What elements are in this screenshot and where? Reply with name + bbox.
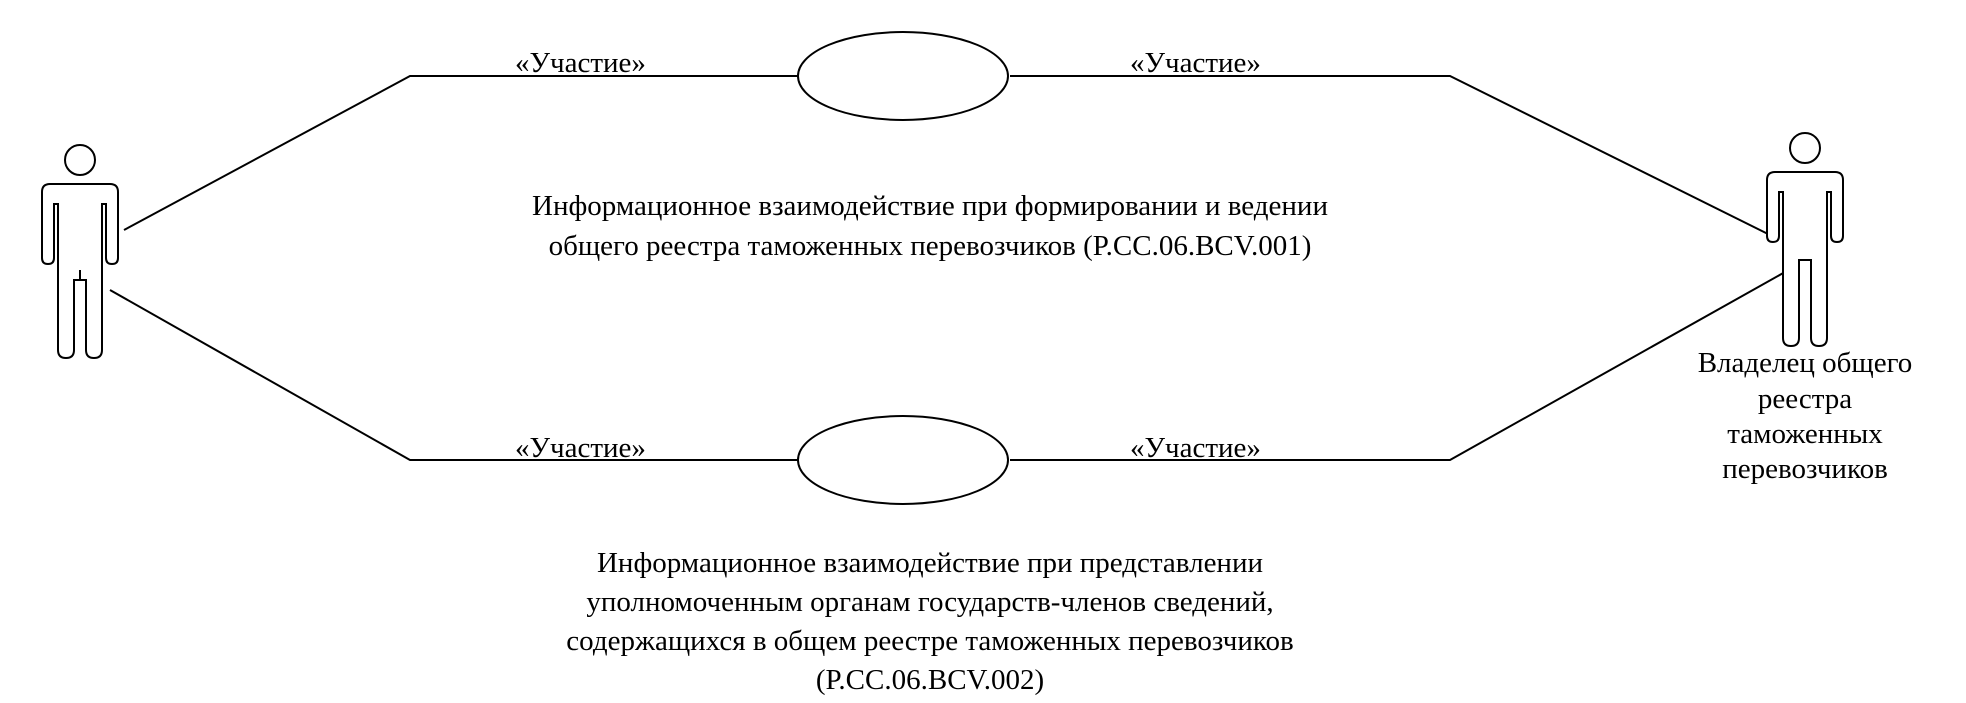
use-case-caption-2-line-2: уполномоченным органам государств-членов сведений, xyxy=(586,586,1274,618)
use-case-ellipse-2 xyxy=(798,416,1008,504)
right-actor-figure xyxy=(1767,133,1843,346)
right-actor-body xyxy=(1767,172,1843,346)
use-case-caption-2-line-4: (P.CC.06.BCV.002) xyxy=(815,664,1045,696)
stereotype-label-left-uc2: «Участие» xyxy=(515,432,646,464)
right-actor-head xyxy=(1790,133,1820,163)
stereotype-label-uc2-right: «Участие» xyxy=(1130,432,1261,464)
right-actor-label-line-4: перевозчиков xyxy=(1722,453,1888,485)
right-actor-label-line-2: реестра xyxy=(1757,383,1853,415)
right-actor-label-line-3: таможенных xyxy=(1727,418,1883,450)
association-line-left-uc2 xyxy=(110,290,800,460)
association-line-uc2-right xyxy=(1010,272,1785,460)
use-case-caption-2-line-1: Информационное взаимодействие при представлении xyxy=(596,547,1264,579)
use-case-caption-2-line-3: содержащихся в общем реестре таможенных перевозчиков xyxy=(566,625,1294,657)
stereotype-label-left-uc1: «Участие» xyxy=(515,47,646,79)
right-actor-label-line-1: Владелец общего xyxy=(1697,347,1913,379)
left-actor-head xyxy=(65,145,95,175)
use-case-caption-1-line-2: общего реестра таможенных перевозчиков (P.CC.06.BCV.001) xyxy=(548,230,1312,262)
left-actor-figure xyxy=(42,145,118,358)
use-case-caption-1-line-1: Информационное взаимодействие при формировании и ведении xyxy=(532,190,1328,222)
stereotype-label-uc1-right: «Участие» xyxy=(1130,47,1261,79)
use-case-ellipse-1 xyxy=(798,32,1008,120)
